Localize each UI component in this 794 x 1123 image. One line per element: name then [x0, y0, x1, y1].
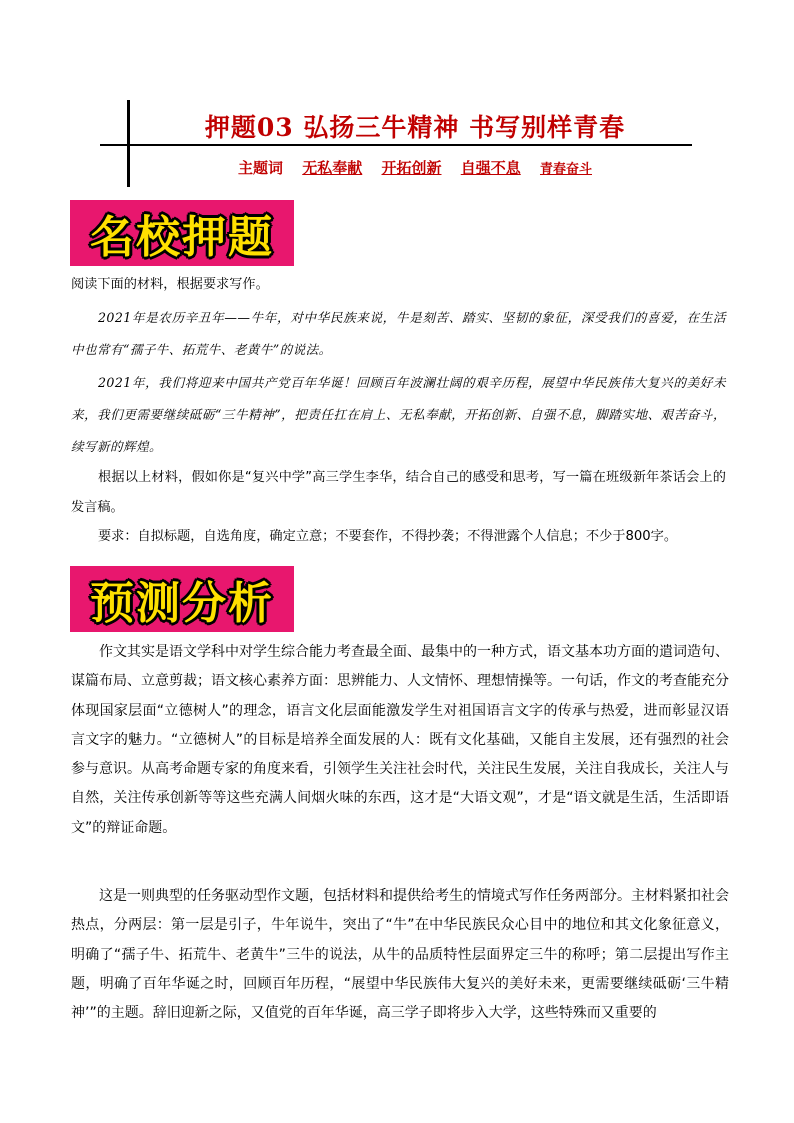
analysis-paragraph-2: 这是一则典型的任务驱动型作文题，包括材料和提供给考生的情境式写作任务两部分。主材料紧扣社会热点，分两层：第一层是引子，牛年说牛，突出了“牛”在中华民族民众心目中的地位和其文化象征意义，明确了“孺子牛、拓荒牛、老黄牛”三牛的说法，从牛的品质特性层面界定三牛的称呼；第二层提出写作主题，明确了百年华诞之时，回顾百年历程，“展望中华民族伟大复兴的美好未来，更需要继续砥砺‘三牛精神’”的主题。辞旧迎新之际，又值党的百年华诞，高三学子即将步入大学，这些特殊而又重要的	[71, 888, 729, 1022]
page-title: 押题03 弘扬三牛精神 书写别样青春	[204, 113, 626, 142]
prompt-material-1: 2021年是农历辛丑年——牛年，对中华民族来说，牛是刻苦、踏实、坚韧的象征，深受我们的喜爱，在生活中也常有“孺子牛、拓荒牛、老黄牛”的说法。	[71, 310, 726, 357]
prompt-material-2: 2021年，我们将迎来中国共产党百年华诞！回顾百年波澜壮阔的艰辛历程，展望中华民族伟大复兴的美好未来，我们更需要继续砥砺“三牛精神”，把责任扛在肩上、无私奉献，开拓创新、自强不息，脚踏实地、艰苦奋斗，续写新的辉煌。	[71, 375, 726, 454]
analysis-paragraph-1: 作文其实是语文学科中对学生综合能力考查最全面、最集中的一种方式，语文基本功方面的遣词造句、谋篇布局、立意剪裁；语文核心素养方面：思辨能力、人文情怀、理想情操等。一句话，作文的考查能充分体现国家层面“立德树人”的理念，语言文化层面能激发学生对祖国语言文字的传承与热爱，进而彰显汉语言文字的魅力。“立德树人”的目标是培养全面发展的人：既有文化基础，又能自主发展，还有强烈的社会参与意识。从高考命题专家的角度来看，引领学生关注社会时代，关注民生发展，关注自我成长，关注人与自然，关注传承创新等等这些充满人间烟火味的东西，这才是“大语文观”，才是“语文就是生活，生活即语文”的辩证命题。	[71, 644, 729, 836]
banner-text: 预测分析	[90, 578, 274, 629]
prompt-task: 根据以上材料，假如你是“复兴中学”高三学生李华，结合自己的感受和思考，写一篇在班级新年茶话会上的发言稿。	[71, 470, 726, 515]
header-horizontal-rule	[100, 144, 692, 146]
banner-text: 名校押题	[90, 212, 274, 263]
school-prediction-banner	[70, 200, 294, 266]
keyword-item-small: 青春奋斗	[539, 162, 592, 177]
prompt-requirement: 要求：自拟标题，自选角度，确定立意；不要套作，不得抄袭；不得泄露个人信息；不少于800字。	[98, 529, 678, 544]
keyword-item: 无私奉献	[302, 159, 363, 177]
keyword-item: 开拓创新	[381, 159, 442, 177]
prediction-analysis-banner	[70, 566, 294, 632]
keywords-label: 主题词	[237, 159, 283, 177]
prompt-intro: 阅读下面的材料，根据要求写作。	[71, 277, 269, 292]
keyword-item: 自强不息	[460, 159, 521, 177]
keyword-line	[140, 157, 690, 178]
